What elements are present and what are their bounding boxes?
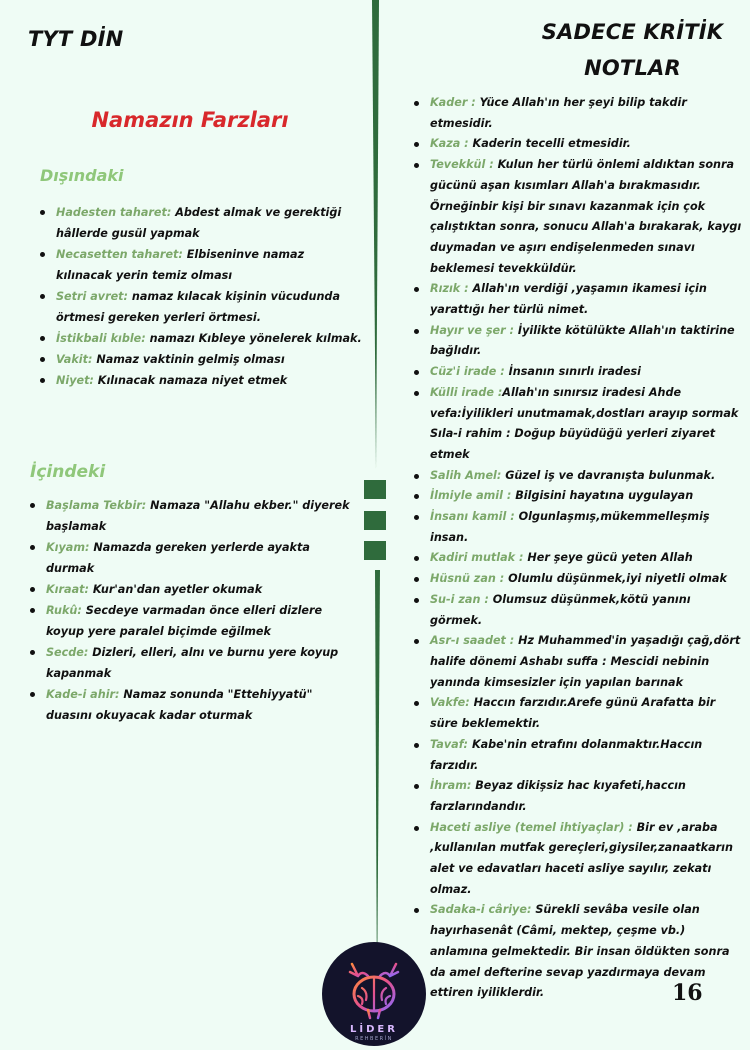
inside-item	[20, 684, 360, 726]
outside-item-text: Kılınacak namaza niyet etmek	[93, 374, 288, 387]
inside-item-text: Namaza "Allahu ekber." diyerek başlamak	[46, 499, 350, 533]
note-item	[404, 631, 744, 693]
outside-item	[30, 202, 362, 244]
page-number: 16	[672, 980, 703, 1006]
inside-item	[20, 579, 360, 600]
section-title: Namazın Farzları	[91, 108, 289, 132]
note-item	[404, 486, 744, 507]
note-item	[404, 548, 744, 569]
note-item-text: Kabe'nin etrafını dolanmaktır.Haccın farzıdır.	[430, 737, 703, 772]
inside-item-text: Dizleri, elleri, alnı ve burnu yere koyup kapanmak	[46, 646, 339, 680]
inside-list	[20, 495, 360, 726]
divider-square-2	[364, 511, 386, 530]
inside-item	[20, 642, 360, 684]
note-item-term: Tavaf:	[430, 737, 469, 751]
inside-subtitle: İçindeki	[30, 462, 106, 482]
note-item-text: Bir ev ,araba ,kullanılan mutfak gereçleri,giysiler,zanaatkarın alet ve edavatları haceti asliye sayılır, zekatı olmaz.	[430, 820, 733, 896]
note-item-term: Haceti asliye (temel ihtiyaçlar) :	[430, 820, 633, 834]
note-item-term: Salih Amel:	[430, 468, 502, 482]
note-item-term: Tevekkül :	[430, 158, 494, 172]
inside-item-term: Rukû:	[46, 604, 82, 617]
note-item-text: Sürekli sevâba vesile olan hayırhasenât (Câmi, mektep, çeşme vb.) anlamına gelmektedir. Bir insan öldükten sonra da amel defterine sevap yazdırmaya devam ettiren iyiliklerdir.	[430, 903, 730, 1000]
logo-wordmark: LİDER	[350, 1024, 398, 1035]
note-item	[404, 818, 744, 901]
inside-item-text: Secdeye varmadan önce elleri dizlere koyup yere paralel biçimde eğilmek	[46, 604, 323, 638]
outside-item	[30, 349, 362, 370]
note-item-text: Kulun her türlü önlemi aldıktan sonra gücünü aşan kısımları Allah'a bırakmasıdır. Örneğinbir kişi bir sınavı kazanmak için çok çalıştıktan sonra, sonucu Allah'a bırakarak, kaygı duymadan ve aşırı endişelenmeden sınavı beklemesi tevekküldür.	[430, 158, 742, 275]
outside-item-term: Vakit:	[56, 353, 93, 366]
inside-item-text: Kur'an'dan ayetler okumak	[88, 583, 263, 596]
note-item-text: Olgunlaşmış,mükemmelleşmiş insan.	[430, 510, 710, 544]
note-item	[404, 776, 744, 817]
note-item-term: İnsanı kamil :	[430, 510, 515, 524]
divider-square-1	[364, 480, 386, 499]
note-item-term: Kaza :	[430, 137, 469, 151]
inside-item	[20, 537, 360, 579]
outside-item-text: namazı Kıbleye yönelerek kılmak.	[145, 332, 362, 345]
outside-item-text: Elbiseninve namaz kılınacak yerin temiz olması	[56, 248, 305, 282]
note-item-text: Kaderin tecelli etmesidir.	[468, 137, 631, 151]
note-item-text: Olumlu düşünmek,iyi niyetli olmak	[504, 572, 727, 586]
outside-item-term: Hadesten taharet:	[56, 206, 172, 219]
outside-item-text: Abdest almak ve gerektiği hâllerde gusül yapmak	[56, 206, 342, 240]
note-item-text: Yüce Allah'ın her şeyi bilip takdir etmesidir.	[430, 96, 687, 130]
outside-subtitle: Dışındaki	[40, 166, 124, 185]
note-item-text: Haccın farzıdır.Arefe günü Arafatta bir süre beklemektir.	[430, 696, 716, 731]
note-item-text: Hz Muhammed'in yaşadığı çağ,dört halife dönemi Ashabı suffa : Mescidi nebinin yanında kimsesizler için yapılan barınak	[430, 634, 741, 689]
note-item-text: Güzel iş ve davranışta bulunmak.	[501, 468, 716, 482]
logo-subtext: REHBERİN	[355, 1036, 393, 1042]
note-item-term: İhram:	[430, 779, 472, 793]
note-item-text: İyilikte kötülükte Allah'ın taktirine bağlıdır.	[430, 323, 735, 358]
note-item	[404, 321, 744, 362]
note-item	[404, 383, 744, 466]
header-right-line2: NOTLAR	[584, 56, 681, 80]
note-item	[404, 569, 744, 590]
inside-item-term: Secde:	[46, 646, 89, 659]
note-item-term: Vakfe:	[430, 696, 470, 710]
outside-item-term: Setri avret:	[56, 290, 129, 303]
note-item	[404, 155, 744, 279]
note-item-term: İlmiyle amil :	[430, 489, 512, 503]
note-item-term: Rızık :	[430, 282, 469, 296]
note-item-term: Asr-ı saadet :	[430, 634, 515, 648]
outside-item	[30, 370, 362, 391]
note-item	[404, 693, 744, 734]
note-item-term: Kadiri mutlak :	[430, 551, 524, 565]
note-item-text: İnsanın sınırlı iradesi	[504, 365, 641, 379]
note-item	[404, 279, 744, 320]
inside-item	[20, 600, 360, 642]
note-item-term: Hayır ve şer :	[430, 323, 515, 337]
inside-item-term: Kıyam:	[46, 541, 90, 554]
notes-list	[404, 93, 744, 1004]
inside-item-term: Kıraat:	[46, 583, 89, 596]
note-item-text: Her şeye gücü yeten Allah	[523, 551, 693, 565]
note-item-term: Külli irade :	[430, 385, 503, 399]
inside-item-term: Başlama Tekbir:	[46, 499, 147, 512]
note-item-term: Su-i zan :	[430, 592, 489, 606]
note-item-text: Allah'ın verdiği ,yaşamın ikamesi için yarattığı her türlü nimet.	[430, 282, 707, 317]
note-item	[404, 134, 744, 155]
note-item-term: Kader :	[430, 96, 476, 109]
outside-item	[30, 328, 362, 349]
outside-item-term: Necasetten taharet:	[56, 248, 183, 261]
header-right-line1: SADECE KRİTİK	[541, 20, 724, 44]
outside-item-text: namaz kılacak kişinin vücudunda örtmesi gereken yerleri örtmesi.	[56, 290, 340, 324]
note-item	[404, 735, 744, 776]
outside-item	[30, 244, 362, 286]
note-item-text: Olumsuz düşünmek,kötü yanını görmek.	[430, 592, 691, 627]
outside-item-text: Namaz vaktinin gelmiş olması	[92, 353, 285, 366]
note-item-text: Bilgisini hayatına uygulayan	[511, 489, 694, 503]
outside-item	[30, 286, 362, 328]
note-item	[404, 466, 744, 487]
header-right-title	[520, 14, 745, 86]
note-item	[404, 93, 744, 134]
note-item-term: Hüsnü zan :	[430, 572, 505, 586]
inside-item-term: Kade-i ahir:	[46, 688, 120, 701]
note-item	[404, 507, 744, 548]
inside-item-text: Namazda gereken yerlerde ayakta durmak	[46, 541, 310, 575]
note-item-text: Beyaz dikişsiz hac kıyafeti,haccın farzlarındandır.	[430, 779, 686, 813]
outside-list	[30, 202, 362, 391]
divider-square-3	[364, 541, 386, 560]
inside-item	[20, 495, 360, 537]
note-item-term: Sadaka-i câriye:	[430, 903, 532, 917]
note-item	[404, 362, 744, 383]
note-item-text: Allah'ın sınırsız iradesi Ahde vefa:İyilikleri unutmamak,dostları arayıp sormak Sıla-i rahim : Doğup büyüdüğü yerleri ziyaret etmek	[430, 385, 739, 461]
header-left-title: TYT DİN	[28, 27, 124, 51]
outside-item-term: Niyet:	[56, 374, 94, 387]
outside-item-term: İstikbali kıble:	[56, 332, 146, 345]
divider-top-spike	[372, 0, 379, 470]
note-item-term: Cüz'i irade :	[430, 365, 505, 379]
inside-item-text: Namaz sonunda "Ettehiyyatü" duasını okuyacak kadar oturmak	[46, 688, 313, 722]
note-item	[404, 590, 744, 631]
